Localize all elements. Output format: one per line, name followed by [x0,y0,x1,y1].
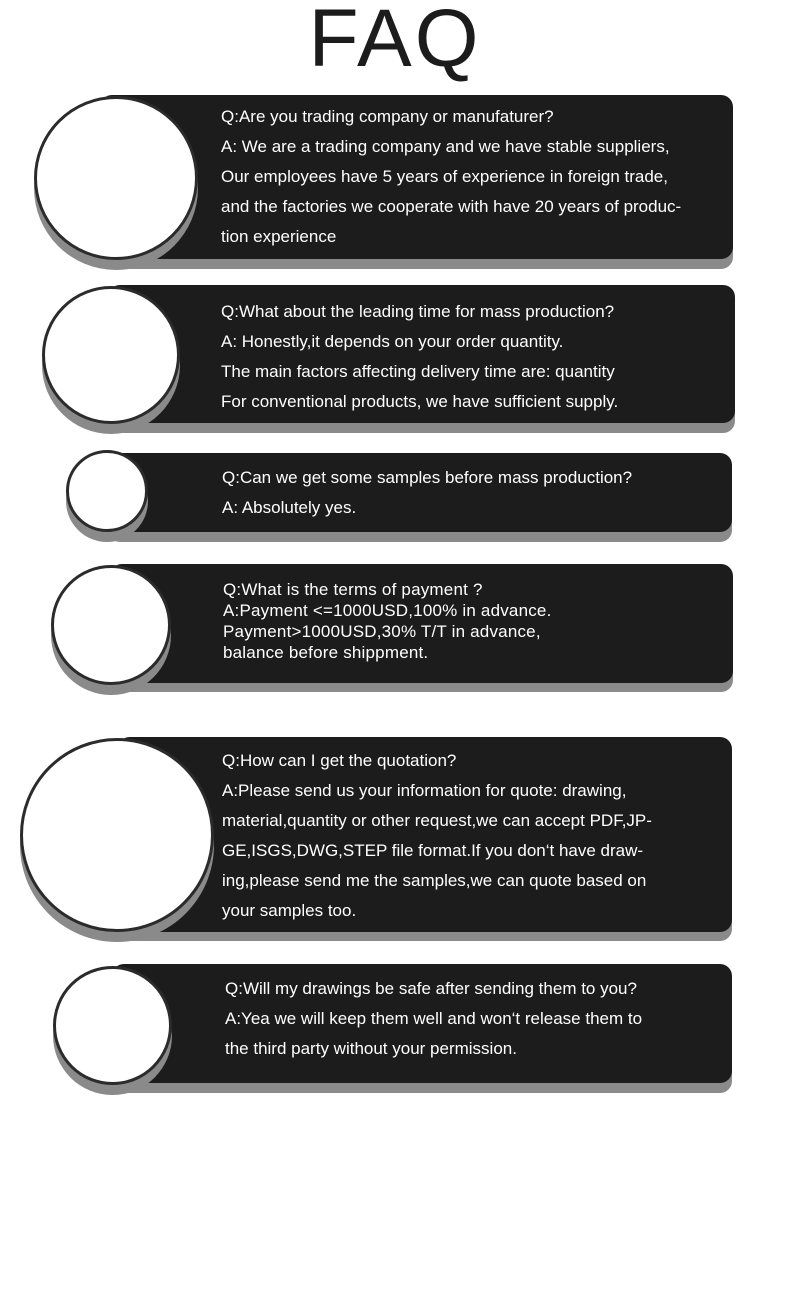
faq-question: Q:How can I get the quotation? [222,751,457,770]
faq-circle [42,286,180,424]
faq-answer-line: The main factors affecting delivery time are: quantity [221,362,615,381]
faq-question: Q:What about the leading time for mass production? [221,302,615,321]
faq-text [221,297,618,417]
faq-question: Q:What is the terms of payment ? [223,580,483,599]
faq-question: Q:Will my drawings be safe after sending them to you? [225,979,637,998]
faq-question: Q:Are you trading company or manufaturer? [221,107,554,126]
faq-answer-line: A: We are a trading company and we have stable suppliers, [221,137,670,156]
faq-circle [66,450,148,532]
faq-circle [20,738,214,932]
faq-answer-line: A:Yea we will keep them well and won‘t release them to [225,1009,643,1028]
faq-answer-line: material,quantity or other request,we can accept PDF,JP- [222,811,652,830]
faq-circle [51,565,171,685]
faq-answer-line: Our employees have 5 years of experience in foreign trade, [221,167,668,186]
faq-answer-line: A: Honestly,it depends on your order quantity. [221,332,564,351]
faq-circle [34,96,198,260]
faq-question: Q:Can we get some samples before mass production? [222,468,633,487]
faq-circle [53,966,172,1085]
faq-answer-line: A:Please send us your information for quote: drawing, [222,781,627,800]
faq-answer-line: ing,please send me the samples,we can quote based on [222,871,647,890]
faq-answer-line: your samples too. [222,901,357,920]
faq-text [222,463,632,523]
faq-answer-line: A:Payment <=1000USD,100% in advance. [223,601,552,620]
page-title: FAQ [308,0,482,84]
faq-answer-line: Payment>1000USD,30% T/T in advance, [223,622,541,641]
faq-answer-line: tion experience [221,227,337,246]
faq-text [225,974,642,1064]
faq-answer-line: the third party without your permission. [225,1039,517,1058]
faq-answer-line: For conventional products, we have sufficient supply. [221,392,619,411]
faq-text [221,102,681,252]
faq-text [222,746,652,926]
faq-answer-line: and the factories we cooperate with have 20 years of produc- [221,197,682,216]
faq-answer-line: GE,ISGS,DWG,STEP file format.If you don‘t have draw- [222,841,644,860]
faq-text [223,579,552,663]
faq-answer-line: balance before shippment. [223,643,429,662]
faq-answer-line: A: Absolutely yes. [222,498,357,517]
